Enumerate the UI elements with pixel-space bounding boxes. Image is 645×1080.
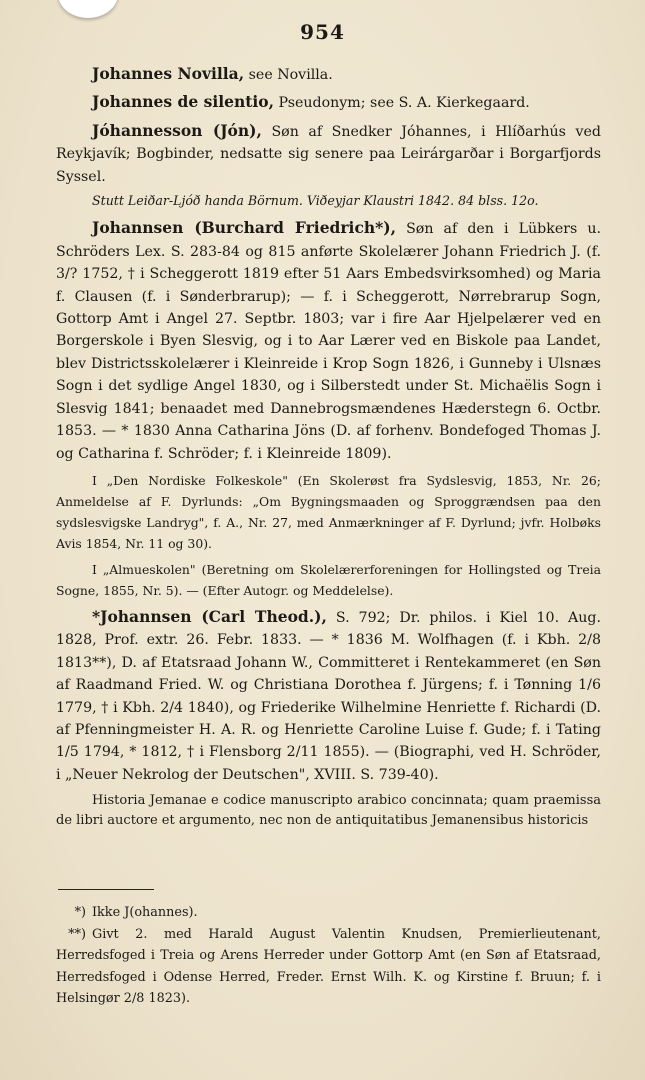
entry-text: see Novilla. (248, 67, 333, 83)
publication-note: I „Almueskolen" (Beretning om Skolelærerforeningen for Hollingsted og Treia Sogne, 1855, Nr. 5). — (Efter Autogr. og Meddelelse). (56, 561, 601, 598)
footnote-rule (58, 889, 154, 890)
page-number: 954 (300, 20, 345, 44)
entry-text: S. 792; Dr. philos. i Kiel 10. Aug. 1828, Prof. extr. 26. Febr. 1833. — * 1836 M. Wolfhagen (f. i Kbh. 2/8 1813**), D. af Etatsraad Johann W., Committeret i Rentekammeret (en Søn af Raadmand Fried. W. og Christiana Dorothea f. Jürgens; f. i Tønning 1/6 1779, † i Kbh. 2/4 1840), og Friederike Wilhelmine Henriette f. Richardi (D. af Pfenningmeister H. A. R. og Henriette Caroline Luise f. Gude; f. i Tating 1/5 1794, * 1812, † i Flensborg 2/11 1855). — (Biographi, ved H. Schröder, i „Neuer Nekrolog der Deutschen", XVIII. S. 739-40). (56, 609, 602, 783)
main-text (56, 58, 601, 831)
latin-text: Historia Jemanae e codice manuscripto arabico concinnata; quam praemissa de libri auctore et argumento, nec non de antiquitatibus Jemanensibus historicis (56, 793, 601, 829)
footnote (56, 924, 601, 1010)
entry-text: Søn af Snedker Jóhannes, i Hlíðarhús ved Reykjavík; Bogbinder, nedsatte sig senere paa Leirárgarðar i Borgarfjords Syssel. (56, 123, 601, 185)
footnote-text: Givt 2. med Harald August Valentin Knudsen, Premierlieutenant, Herredsfoged i Treia og Arens Herreder under Gottorp Amt (en Søn af Etatsraad, Herredsfoged i Odense Herred, Freder. Ernst Wilh. K. og Kirstine f. Bruun; f. i Helsingør 2/8 1823). (56, 926, 601, 1006)
work-title-line: Stutt Leiðar-Ljóð handa Börnum. Viðeyjar Klaustri 1842. 84 blss. 12o. (92, 193, 539, 209)
headword: Johannes Novilla, (92, 64, 245, 83)
entry-johannsen-burchard (56, 217, 601, 464)
entry-johannes-de-silentio (56, 91, 601, 114)
page-corner-hole (58, 0, 118, 18)
footnote-mark: **) (68, 926, 86, 942)
footnotes (56, 902, 601, 1010)
footnote-text: Ikke J(ohannes). (92, 905, 198, 920)
entry-johannsen-carl (56, 606, 601, 786)
headword: Jóhannesson (Jón), (92, 120, 262, 140)
footnote (56, 902, 601, 924)
entry-johannes-novilla (56, 63, 601, 86)
footnote-mark: *) (74, 905, 86, 920)
latin-work-title (56, 791, 601, 831)
entry-johannesson-jon (56, 120, 601, 188)
headword: Johannsen (Burchard Friedrich*), (92, 218, 396, 238)
publication-note: I „Den Nordiske Folkeskole" (En Skolerøst fra Sydslesvig, 1853, Nr. 26; Anmeldelse af F. Dyrlunds: „Om Bygningsmaaden og Sproggrændsen paa den sydslesvigske Landryg", f. A., Nr. 27, med Anmærkninger af F. Dyrlund; jvfr. Holbøks Avis 1854, Nr. 11 og 30). (56, 472, 601, 551)
headword: *Johannsen (Carl Theod.), (92, 606, 327, 626)
entry-text: Pseudonym; see S. A. Kierkegaard. (278, 95, 530, 112)
headword: Johannes de silentio, (92, 92, 275, 112)
entry-text: Søn af den i Lübkers u. Schröders Lex. S. 283-84 og 815 anførte Skolelærer Johann Friedrich J. (f. 3/? 1752, † i Scheggerott 1819 efter 51 Aars Embedsvirksomhed) og Maria f. Clausen (f. i Sønderbrarup); — f. i Scheggerott, Nørrebrarup Sogn, Gottorp Amt i Angel 27. Septbr. 1803; var i fire Aar Hjelpelærer ved en Borgerskole i Byen Slesvig, og i to Aar Lærer ved en Biskole paa Landet, blev Districtsskolelærer i Kleinreide i Krop Sogn 1826, i Gunneby i Ulsnæs Sogn i det sydlige Angel 1830, og i Silberstedt under St. Michaëlis Sogn i Slesvig 1841; benaadet med Dannebrogsmændenes Hæderstegn 6. Octbr. 1853. — * 1830 Anna Catharina Jöns (D. af forhenv. Bondefoged Thomas J. og Catharina f. Schröder; f. i Kleinreide 1809). (56, 221, 602, 462)
